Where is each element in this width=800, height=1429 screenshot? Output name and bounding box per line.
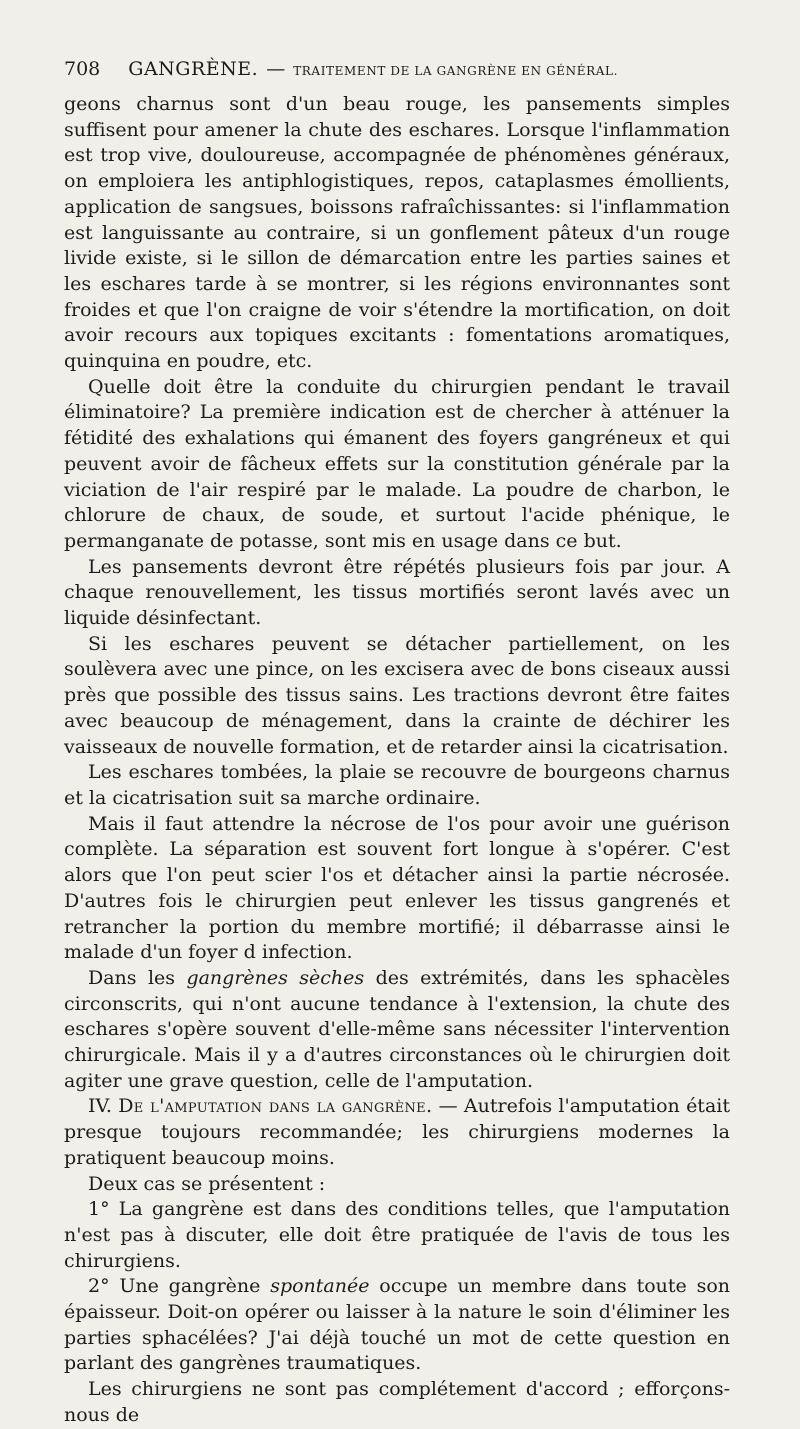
text-run: des extrémités, dans les sphacèles circonscrits, qui n'ont aucune tendance à l'extension, la chute des eschares s'opère souvent d'elle-même sans nécessiter l'intervention chirurgicale. Mais il y a d'autres circonstances où le chirurgien doit agiter une grave question, celle de l'amputation. <box>64 966 730 1092</box>
text-run: — Autrefois l'amputation était presque toujours recommandée; les chirurgiens modernes la pratiquent beaucoup moins. <box>64 1095 730 1169</box>
paragraph-spontaneous <box>64 1274 730 1377</box>
text-run: Dans les <box>88 966 176 989</box>
paragraph: Mais il faut attendre la nécrose de l'os pour avoir une guérison complète. La séparation est souvent fort longue à s'opérer. C'est alors que l'on peut scier l'os et détacher ainsi la partie nécrosée. D'autres fois le chirurgien peut enlever les tissus gangrenés et retrancher la portion du membre mortifié; il débarrasse ainsi le malade d'un foyer d infection. <box>64 812 730 964</box>
section-numeral: IV. <box>88 1095 112 1118</box>
body-text <box>64 92 730 1429</box>
section-paragraph <box>64 1094 730 1171</box>
paragraph-last: Les chirurgiens ne sont pas complétement d'accord ; efforçons-nous de <box>64 1378 730 1426</box>
running-head-title: GANGRÈNE. <box>128 58 259 80</box>
paragraph: Deux cas se présentent : <box>88 1172 326 1195</box>
section-heading: De l'amputation dans la gangrène. <box>118 1095 433 1118</box>
paragraph: Les eschares tombées, la plaie se recouvre de bourgeons charnus et la cicatrisation suit sa marche ordinaire. <box>64 761 730 809</box>
italic-term: gangrènes sèches <box>186 966 365 989</box>
paragraph: 1° La gangrène est dans des conditions telles, que l'amputation n'est pas à discuter, elle doit être pratiquée de l'avis de tous les chirurgiens. <box>64 1198 730 1272</box>
running-head-subtitle: TRAITEMENT DE LA GANGRÈNE EN GÉNÉRAL. <box>293 64 618 78</box>
paragraph: Quelle doit être la conduite du chirurgien pendant le travail éliminatoire? La première indication est de chercher à atténuer la fétidité des exhalations qui émanent des foyers gangréneux et qui peuvent avoir de fâcheux effets sur la constitution générale par la viciation de l'air respiré par le malade. La poudre de charbon, le chlorure de chaux, de soude, et surtout l'acide phénique, le permanganate de potasse, sont mis en usage dans ce but. <box>64 375 730 552</box>
paragraph: Si les eschares peuvent se détacher partiellement, on les soulèvera avec une pince, on les excisera avec de bons ciseaux aussi près que possible des tissus sains. Les tractions devront être faites avec beaucoup de ménagement, dans la crainte de déchirer les vaisseaux de nouvelle formation, et de retarder ainsi la cicatrisation. <box>64 632 730 758</box>
paragraph-continued: geons charnus sont d'un beau rouge, les pansements simples suffisent pour amener la chute des eschares. Lorsque l'inflammation est trop vive, douloureuse, accompagnée de phénomènes généraux, on emploiera les antiphlogistiques, repos, cataplasmes émollients, application de sangsues, boissons rafraîchissantes: si l'inflammation est languissante au contraire, si un gonflement pâteux d'un rouge livide existe, si le sillon de démarcation entre les parties saines et les eschares tarde à se montrer, si les régions environnantes sont froides et que l'on craigne de voir s'étendre la mortification, on doit avoir recours aux topiques excitants : fomentations aromatiques, quinquina en poudre, etc. <box>64 93 730 373</box>
text-run: 2° Une gangrène <box>88 1275 261 1298</box>
running-head-dash: — <box>266 58 286 80</box>
paragraph-dry-gangrene <box>64 966 730 1095</box>
italic-term: spontanée <box>270 1275 370 1298</box>
running-head <box>64 56 730 84</box>
text-run: occupe un membre dans toute son épaisseur. Doit-on opérer ou laisser à la nature le soin d'éliminer les parties sphacélées? J'ai déjà touché un mot de cette question en parlant des gangrènes traumatiques. <box>64 1275 731 1375</box>
paragraph: Les pansements devront être répétés plusieurs fois par jour. A chaque renouvellement, les tissus mortifiés seront lavés avec un liquide désinfectant. <box>64 555 730 630</box>
page-number: 708 <box>64 58 101 80</box>
